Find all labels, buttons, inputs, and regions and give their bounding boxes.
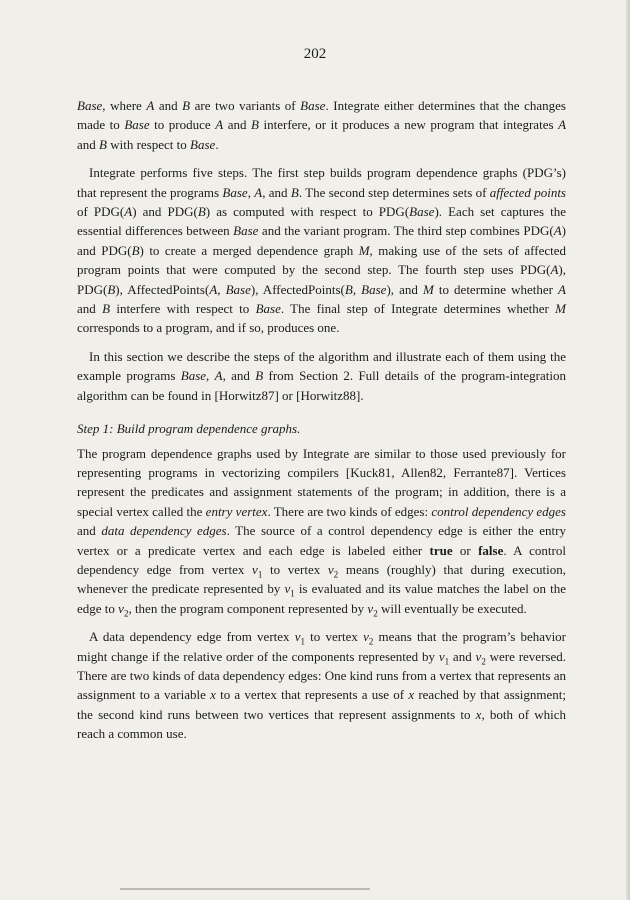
bottom-scan-artifact [120,888,370,890]
paragraph-pdg-description: The program dependence graphs used by Integrate are similar to those used previously for representing programs in vectorizing compilers [Kuck81, Allen82, Ferrante87]. Vertices represent the predicates and assignment statements of the program; in addition, there is a special vertex called the entry vertex. There are two kinds of edges: control dependency edges and data dependency edges. The source of a control dependency edge is either the entry vertex or a predicate vertex and each edge is labeled either true or false. A control dependency edge from vertex $v_1$ to vertex $v_2$ means (roughly) that during execution, whenever the predicate represented by $v_1$ is evaluated and its value matches the label on the edge to $v_2$, then the program component represented by $v_2$ will eventually be executed. [77,445,567,619]
paragraph-section-overview: In this section we describe the steps of the algorithm and illustrate each of them using the example programs Base, A, and B from Section 2. Full details of the program-integration algorithm can be found in [Horwitz87] or [Horwitz88]. [77,348,566,403]
page-number: 202 [303,46,327,62]
step-1-heading: Step 1: Build program dependence graphs. [77,421,301,437]
page-edge-shadow [626,0,630,900]
paragraph-five-steps: Integrate performs five steps. The first step builds program dependence graphs (PDG’s) that represent the programs Base, A, and B. The second step determines sets of affected points of PDG(A) and PDG(B) as computed with respect to PDG(Base). Each set captures the essential differences between Base and the variant program. The third step combines PDG(A) and PDG(B) to create a merged dependence graph M, making use of the sets of affected program points that were computed by the second step. The fourth step uses PDG(A), PDG(B), AffectedPoints(A, Base), AffectedPoints(B, Base), and M to determine whether A and B interfere with respect to Base. The final step of Integrate determines whether M corresponds to a program, and if so, produces one. [77,165,567,336]
page-body [77,96,566,753]
paragraph-intro: Base, where A and B are two variants of Base. Integrate either determines that the changes made to Base to produce A and B interfere, or it produces a new program that integrates A and B with respect to Base. [77,98,567,152]
paragraph-data-dependency: A data dependency edge from vertex $v_1$ to vertex $v_2$ means that the program’s behavior might change if the relative order of the components represented by $v_1$ and $v_2$ were reversed. There are two kinds of data dependency edges: One kind runs from a vertex that represents an assignment to a variable x to a vertex that represents a use of x reached by that assignment; the second kind runs between two vertices that represent assignments to x, both of which reach a common use. [77,629,567,742]
